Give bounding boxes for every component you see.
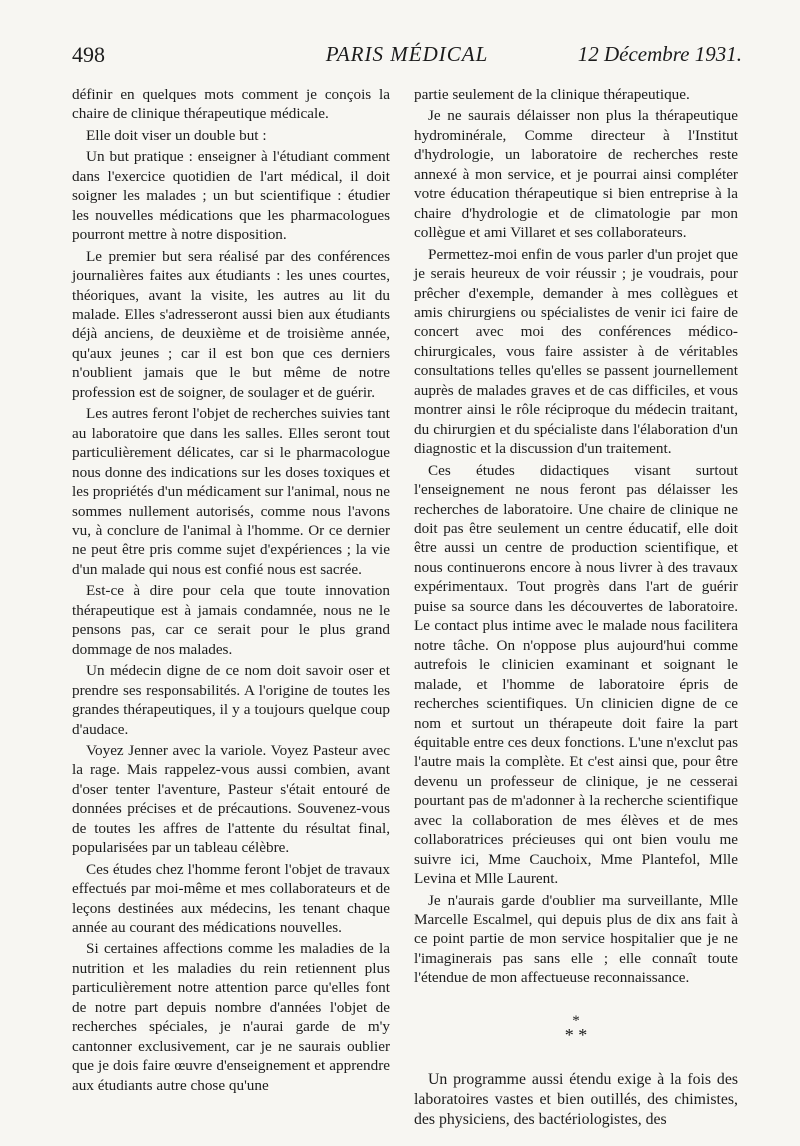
paragraph: Je ne saurais délaisser non plus la thérapeutique hydrominérale, Comme directeur à l'Institut d'hydrologie, un laboratoire de recherches reste annexé à mon service, et je pourrai ainsi compléter votre éducation thérapeutique si bien entreprise à la chaire d'hydrologie et de climatologie par mon collègue et ami Villaret et ses collaborateurs. (414, 107, 738, 242)
left-column (72, 85, 390, 1097)
paragraph: définir en quelques mots comment je conçois la chaire de clinique thérapeutique médicale. (72, 86, 390, 123)
page-header (72, 42, 742, 78)
paragraph: Permettez-moi enfin de vous parler d'un projet que je serais heureux de voir réussir ; je voudrais, pour prêcher d'exemple, demander à mes collègues et amis chirurgiens ou spécialistes de venir ici faire de concert avec moi des conférences médico-chirurgicales, vous faire assister à de véritables consultations telles qu'elles se passent journellement auprès de malades graves et de cas difficiles, et vous montrer ainsi le rôle réciproque du médecin traitant, du chirurgien et du spécialiste dans l'élaboration d'un diagnostic et la discussion d'un traitement. (414, 245, 738, 458)
paragraph: Ces études chez l'homme feront l'objet de travaux effectués par moi-même et mes collaborateurs et de leçons destinées aux médecins, les tenant chaque année au courant des médications nouvelles. (72, 860, 390, 937)
paragraph: Elle doit viser un double but : (86, 126, 267, 144)
issue-date: 12 Décembre 1931. (577, 42, 742, 66)
paragraph: Est-ce à dire pour cela que toute innovation thérapeutique est à jamais condamnée, nous ne le pensons pas, car ce serait pour le plus grand dommage de nos malades. (72, 582, 390, 658)
paragraph: Ces études didactiques visant surtout l'enseignement ne nous feront pas délaisser les recherches de laboratoire. Une chaire de clinique ne doit pas être seulement un centre éducatif, elle doit être aussi un centre de production scientifique, et nous continuerons encore à nous livrer à des travaux expérimentaux. Tout progrès dans l'art de guérir puise sa source dans les découvertes de laboratoire. Le contact plus intime avec le malade nous facilitera notre tâche. On n'oppose plus aujourd'hui comme autrefois le clinicien examinant et soignant le malade, et l'homme de laboratoire épris de recherches scientifiques. Un clinicien digne de ce nom et surtout un thérapeute doit faire la part équitable entre ces deux fonctions. L'une n'exclut pas l'autre mais la complète. Et c'est ainsi que, pour être devenu un professeur de clinique, je ne cesserai pourtant pas de m'adonner à la recherche scientifique avec la collaboration de mes élèves et de mes collaboratrices précieuses qui ont bien voulu me suivre ici, Mme Cauchoix, Mme Plantefol, Mlle Levina et Mlle Laurent. (414, 461, 738, 888)
paragraph: Si certaines affections comme les maladies de la nutrition et les maladies du rein retiennent plus particulièrement notre attention parce qu'elles font de notre part depuis nombre d'années l'objet de recherches spéciales, je n'aurai garde de m'y cantonner exclusivement, car je ne saurais oublier que je dois faire œuvre d'enseignement et apprendre aux étudiants autre chose qu'une (72, 940, 390, 1094)
paragraph: Les autres feront l'objet de recherches suivies tant au laboratoire que dans les salles. Elles seront tout particulièrement délicates, car si le pharmacologue nous donne des indications sur les doses toxiques et les propriétés d'un médicament sur l'animal, nous ne sommes nullement autorisés, comme nous l'avons vu, à conclure de l'animal à l'homme. Or ce dernier ne peut être pris comme sujet d'expériences ; la vie d'un malade qui nous est confié nous est sacrée. (72, 405, 390, 578)
right-column (414, 85, 738, 1132)
page-number: 498 (72, 42, 105, 67)
paragraph: Un but pratique : enseigner à l'étudiant comment dans l'exercice quotidien de l'art médical, il doit soigner les malades ; un but scientifique : étudier les nouvelles médications que les pharmacologues pourront mettre à notre disposition. (72, 148, 390, 244)
paragraph: Je n'aurais garde d'oublier ma surveillante, Mlle Marcelle Escalmel, qui depuis plus de dix ans fait à ce point partie de mon service hospitalier que je ne l'imaginerais pas sans elle ; elle connaît toute l'étendue de mon affectueuse reconnaissance. (414, 891, 738, 987)
paragraph: Le premier but sera réalisé par des conférences journalières faites aux étudiants : les unes courtes, théoriques, avant la visite, les autres au lit du malade. Elles s'adresseront aussi bien aux étudiants déjà anciens, de deuxième et de troisième année, qu'aux jeunes ; car il est bon que ces derniers n'oublient jamais que le but même de notre profession est de soigner, de soulager et de guérir. (72, 247, 390, 401)
paragraph: Un programme aussi étendu exige à la fois des laboratoires vastes et bien outillés, des chimistes, des physiciens, des bactériologistes, des (414, 1070, 738, 1128)
paragraph: Un médecin digne de ce nom doit savoir oser et prendre ses responsabilités. A l'origine de toutes les grandes thérapeutiques, il y a toujours quelque coup d'audace. (72, 662, 390, 738)
asterism-separator: * * * (564, 1012, 588, 1045)
paragraph: Voyez Jenner avec la variole. Voyez Pasteur avec la rage. Mais rappelez-vous aussi combien, avant d'oser tenter l'aventure, Pasteur s'était entouré de données précises et de précautions. Souvenez-vous de toutes les affres de l'attente du résultat final, popularisées par un tableau célèbre. (72, 741, 390, 857)
journal-title: PARIS MÉDICAL (325, 42, 489, 66)
paragraph: partie seulement de la clinique thérapeutique. (414, 86, 690, 103)
